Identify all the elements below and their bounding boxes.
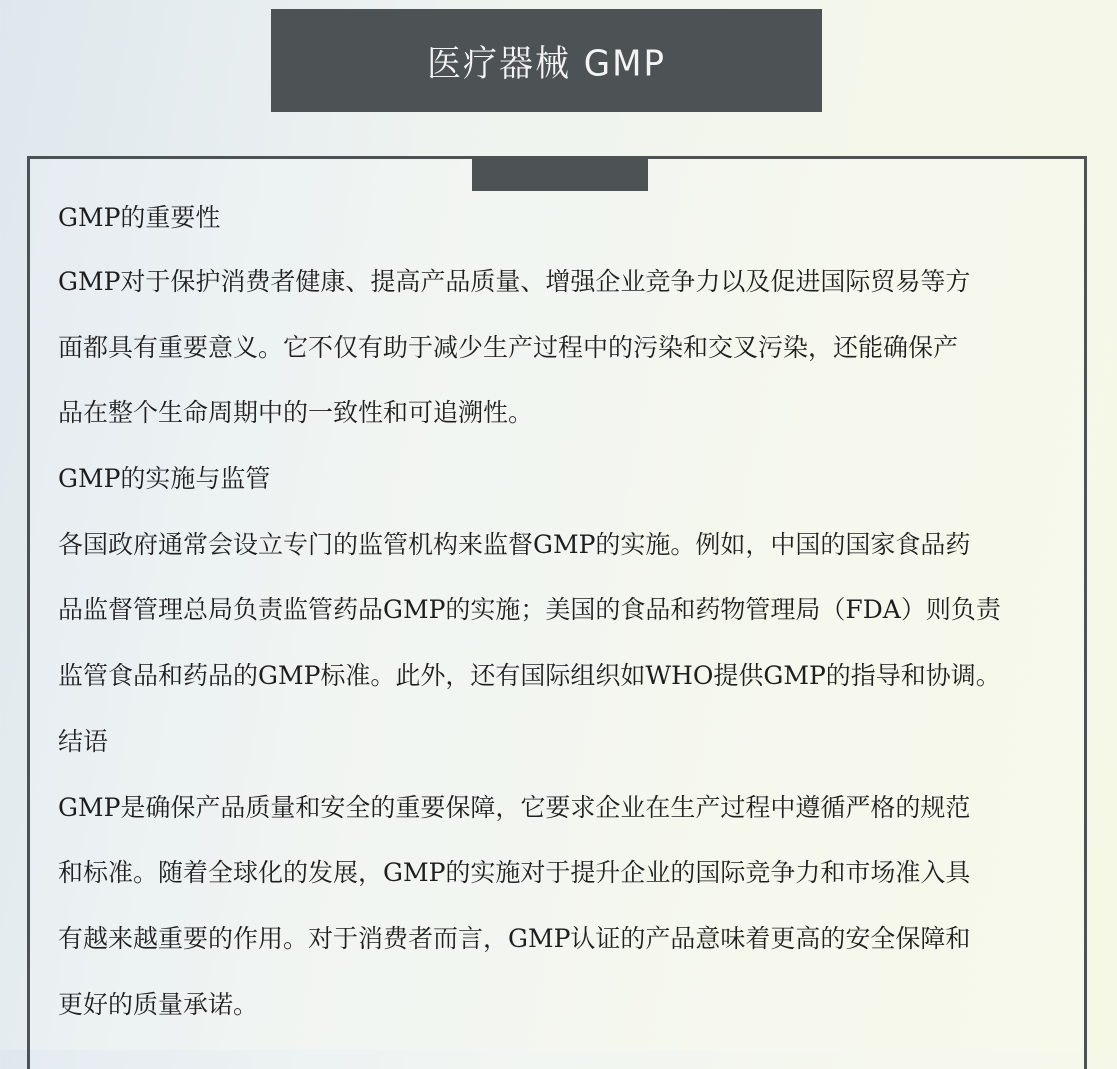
paragraph-line: 监管食品和药品的GMP标准。此外，还有国际组织如WHO提供GMP的指导和协调。 [58, 661, 1001, 691]
title-banner [271, 9, 822, 112]
body-text [58, 187, 1068, 1037]
paragraph-line: GMP是确保产品质量和安全的重要保障，它要求企业在生产过程中遵循严格的规范 [58, 792, 971, 822]
paragraph-line: 品在整个生命周期中的一致性和可追溯性。 [58, 398, 534, 428]
content-panel [27, 156, 1087, 1069]
paragraph-line: 品监督管理总局负责监管药品GMP的实施；美国的食品和药物管理局（FDA）则负责 [58, 595, 1001, 625]
paragraph-line: 更好的质量承诺。 [58, 989, 259, 1019]
section-heading-conclusion: 结语 [58, 726, 109, 756]
paragraph-line: GMP对于保护消费者健康、提高产品质量、增强企业竞争力以及促进国际贸易等方 [58, 267, 971, 296]
section-heading-implementation: GMP的实施与监管 [58, 464, 271, 494]
section-heading-importance: GMP的重要性 [58, 203, 221, 232]
paragraph-line: 面都具有重要意义。它不仅有助于减少生产过程中的污染和交叉污染，还能确保产 [58, 332, 959, 362]
paragraph-line: 有越来越重要的作用。对于消费者而言，GMP认证的产品意味着更高的安全保障和 [58, 923, 971, 953]
page-title: 医疗器械 GMP [427, 43, 666, 86]
paragraph-line: 和标准。随着全球化的发展，GMP的实施对于提升企业的国际竞争力和市场准入具 [58, 858, 971, 888]
paragraph-line: 各国政府通常会设立专门的监管机构来监督GMP的实施。例如，中国的国家食品药 [58, 529, 971, 559]
